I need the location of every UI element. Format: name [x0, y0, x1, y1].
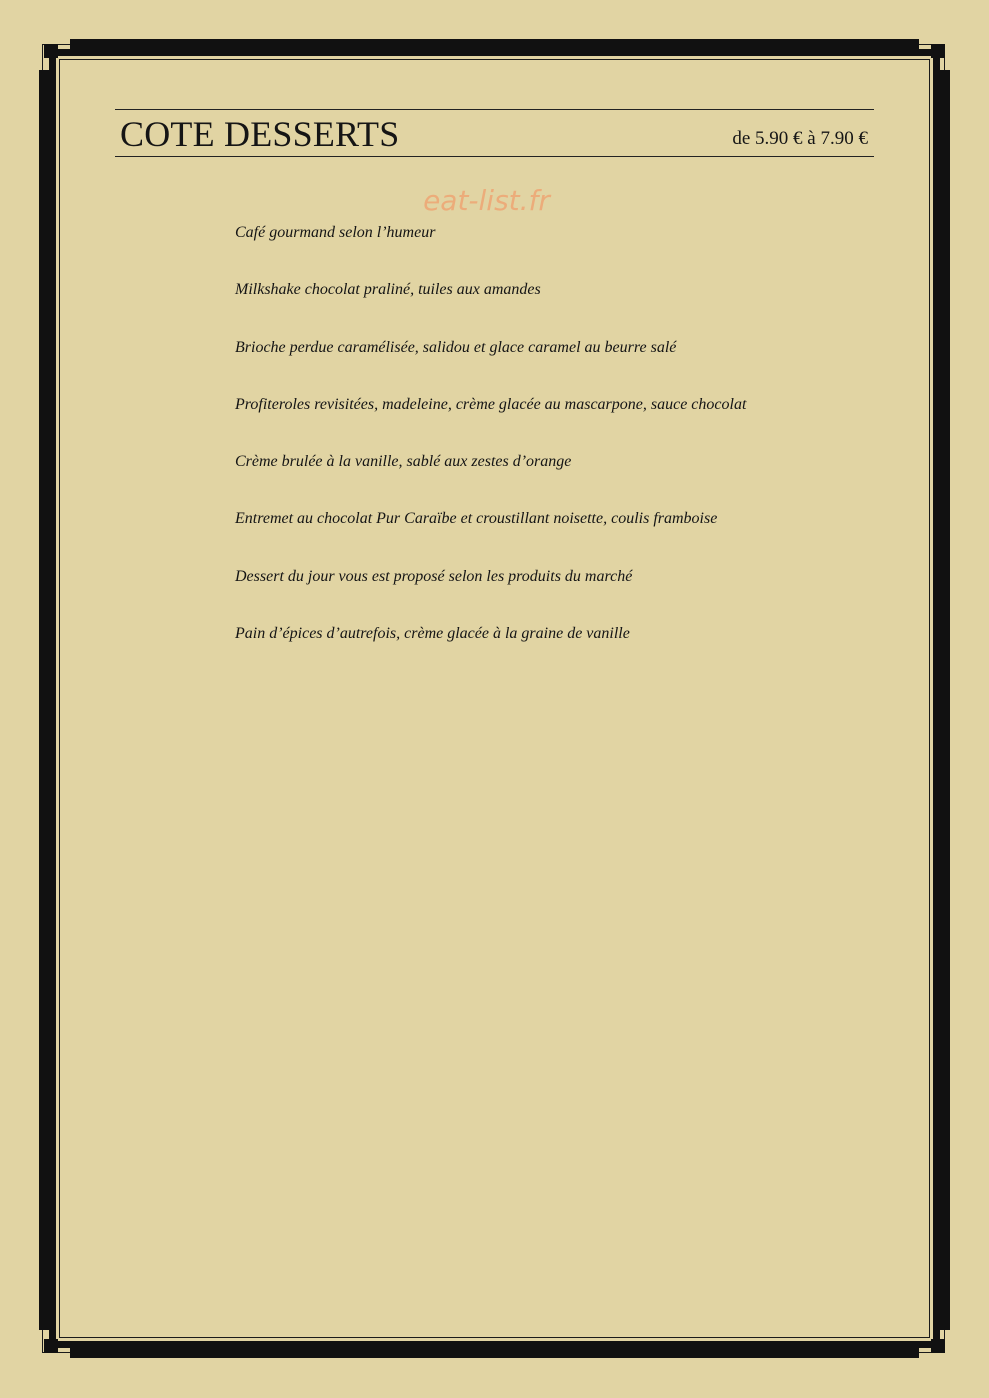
frame-bar-bottom [70, 1348, 919, 1358]
frame-bar-left [39, 70, 49, 1330]
dessert-item: Brioche perdue caramélisée, salidou et glace caramel au beurre salé [235, 338, 677, 356]
frame-bar-top [70, 39, 919, 49]
price-range: de 5.90 € à 7.90 € [732, 128, 868, 149]
frame-corner-bottom-right [931, 1339, 945, 1353]
dessert-item: Entremet au chocolat Pur Caraïbe et croustillant noisette, coulis framboise [235, 510, 718, 528]
dessert-item: Pain d’épices d’autrefois, crème glacée à la graine de vanille [235, 625, 630, 643]
dessert-list [235, 221, 746, 679]
dessert-item: Dessert du jour vous est proposé selon les produits du marché [235, 567, 633, 585]
frame-corner-top-left [44, 44, 58, 58]
frame-corner-bottom-left [44, 1339, 58, 1353]
dessert-item: Profiteroles revisitées, madeleine, crème glacée au mascarpone, sauce chocolat [235, 395, 747, 413]
section-title: COTE DESSERTS [120, 114, 400, 154]
dessert-item: Crème brulée à la vanille, sablé aux zestes d’orange [235, 453, 572, 471]
frame-corner-top-right [931, 44, 945, 58]
frame-bar-right [940, 70, 950, 1330]
section-header [115, 109, 874, 157]
watermark: eat-list.fr [423, 184, 550, 217]
dessert-item: Café gourmand selon l’humeur [235, 224, 436, 241]
dessert-item: Milkshake chocolat praliné, tuiles aux amandes [235, 281, 541, 299]
